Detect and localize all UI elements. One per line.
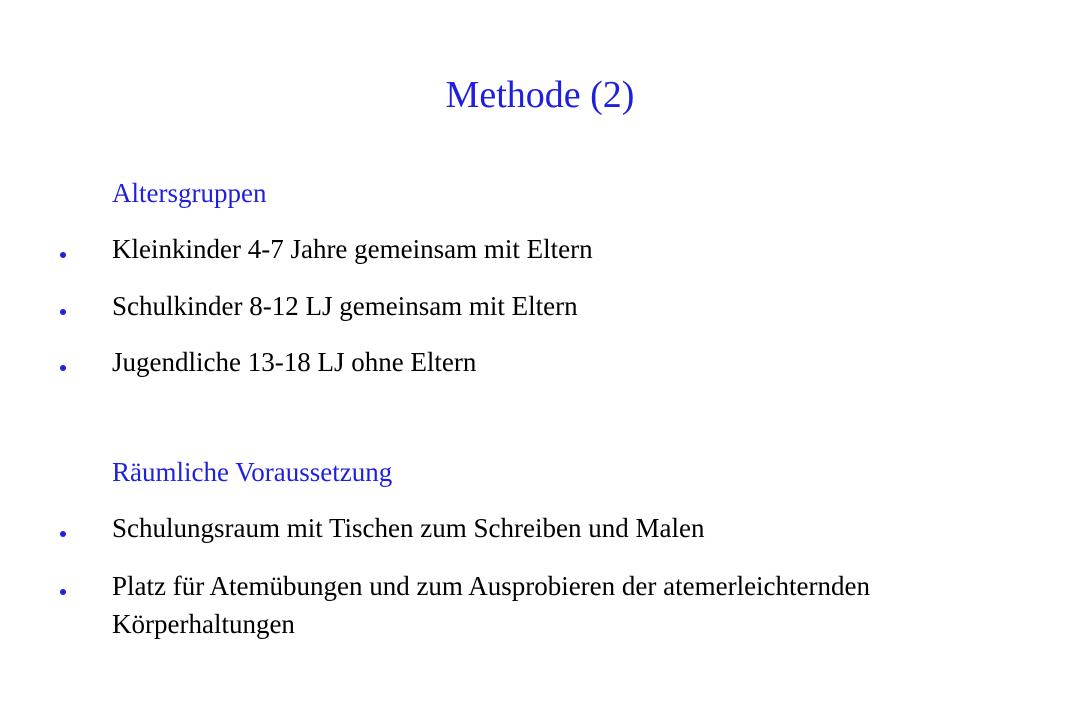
bullet-icon [60, 589, 66, 595]
bullet-icon [60, 252, 66, 258]
list-item-text: Schulungsraum mit Tischen zum Schreiben und Malen [112, 513, 705, 543]
slide-title: Methode (2) [445, 74, 635, 116]
bullet-icon [60, 309, 66, 315]
bullet-icon [60, 531, 66, 537]
list-item-text: Platz für Atemübungen und zum Ausprobieren der atemerleichternden Körperhaltungen [112, 571, 871, 639]
bullet-icon [60, 365, 66, 371]
section-heading-age-groups: Altersgruppen [112, 178, 267, 208]
list-item-text: Jugendliche 13-18 LJ ohne Eltern [112, 347, 477, 377]
section-heading-spatial-requirements: Räumliche Voraussetzung [112, 457, 393, 487]
list-item-text: Kleinkinder 4-7 Jahre gemeinsam mit Eltern [112, 234, 593, 264]
list-item-text: Schulkinder 8-12 LJ gemeinsam mit Eltern [112, 291, 578, 321]
